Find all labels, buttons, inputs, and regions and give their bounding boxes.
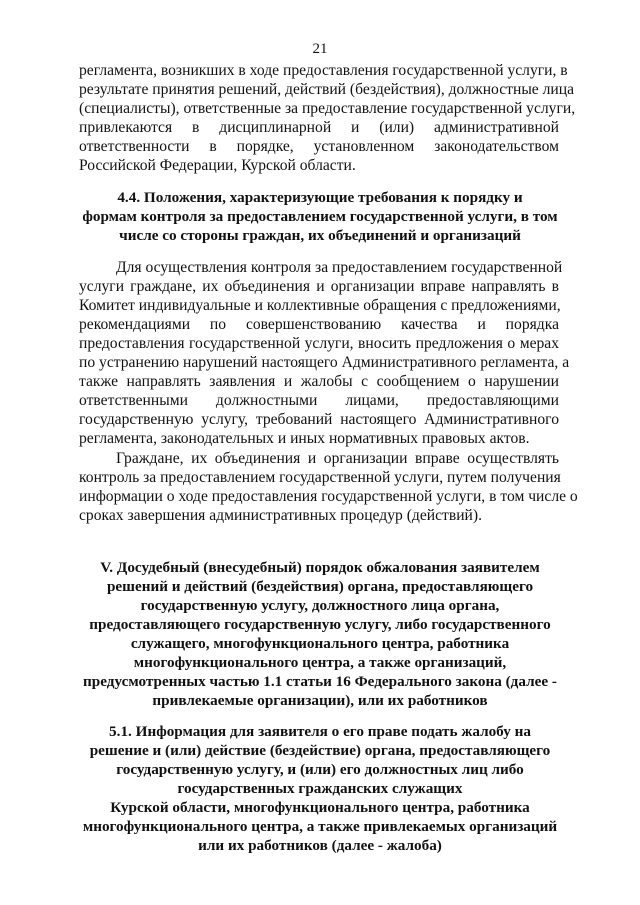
section-5-1-heading: решение и (или) действие (бездействие) органа, предоставляющего	[89, 742, 551, 759]
section-5-heading: служащего, многофункционального центра, работника	[130, 635, 510, 652]
section-5-heading: многофункционального центра, а также организаций,	[133, 654, 507, 671]
paragraph-line: предоставления государственной услуги, вносить предложения о мерах	[79, 335, 559, 352]
section-5-heading: V. Досудебный (внесудебный) порядок обжалования заявителем	[100, 559, 540, 576]
section-5-1-heading: Курской области, многофункционального центра, работника	[110, 799, 530, 816]
paragraph-line: ответственности в порядке, установленном законодательством	[79, 138, 559, 155]
paragraph-line: регламента, законодательных и иных нормативных правовых актов.	[79, 430, 530, 447]
paragraph-line: контроль за предоставлением государственной услуги, путем получения	[79, 469, 561, 486]
paragraph-line: Для осуществления контроля за предоставлением государственной	[116, 259, 563, 276]
section-5-heading: решений и действий (бездействия) органа, предоставляющего	[106, 578, 534, 595]
paragraph-line: государственную услугу, требований настоящего Административного	[79, 411, 559, 428]
paragraph-line: результате принятия решений, действий (бездействия), должностные лица	[79, 81, 575, 98]
section-5-1-heading: государственных гражданских служащих	[177, 780, 463, 797]
paragraph-line: также направлять заявления и жалобы с сообщением о нарушении	[79, 373, 559, 390]
section-4-4-heading: 4.4. Положения, характеризующие требования к порядку и	[117, 189, 523, 206]
paragraph-line: Комитет индивидуальные и коллективные обращения с предложениями,	[79, 297, 561, 314]
paragraph-line: информации о ходе предоставления государственной услуги, в том числе о	[79, 488, 578, 505]
section-4-4-heading: формам контроля за предоставлением государственной услуги, в том	[82, 208, 558, 225]
paragraph-line: привлекаются в дисциплинарной и (или) административной	[79, 119, 559, 136]
paragraph-line: рекомендациями по совершенствованию качества и порядка	[79, 316, 559, 333]
section-5-1-heading: или их работников (далее - жалоба)	[198, 837, 442, 854]
paragraph-line: Российской Федерации, Курской области.	[79, 157, 356, 174]
section-5-heading: предусмотренных частью 1.1 статьи 16 Федерального закона (далее -	[83, 673, 557, 690]
paragraph-line: по устранению нарушений настоящего Административного регламента, а	[79, 354, 570, 371]
section-5-1-heading: 5.1. Информация для заявителя о его праве подать жалобу на	[109, 723, 531, 740]
paragraph-line: (специалисты), ответственные за предоставление государственной услуги,	[79, 100, 576, 117]
section-5-1-heading: многофункционального центра, а также привлекаемых организаций	[82, 818, 558, 835]
section-5-1-heading: государственную услугу, и (или) его должностных лиц либо	[116, 761, 524, 778]
paragraph-line: Граждане, их объединения и организации вправе осуществлять	[116, 450, 559, 467]
section-5-heading: государственную услугу, должностного лица органа,	[140, 597, 500, 614]
section-4-4-heading: числе со стороны граждан, их объединений и организаций	[119, 227, 521, 244]
paragraph-line: сроках завершения административных процедур (действий).	[79, 507, 482, 524]
section-5-heading: привлекаемые организации), или их работников	[152, 692, 488, 709]
section-5-heading: предоставляющего государственную услугу, либо государственного	[89, 616, 551, 633]
paragraph-line: ответственными должностными лицами, предоставляющими	[79, 392, 559, 409]
paragraph-line: регламента, возникших в ходе предоставления государственной услуги, в	[79, 62, 568, 79]
paragraph-line: услуги граждане, их объединения и организации вправе направлять в	[79, 278, 559, 295]
page-number: 21	[312, 41, 328, 57]
